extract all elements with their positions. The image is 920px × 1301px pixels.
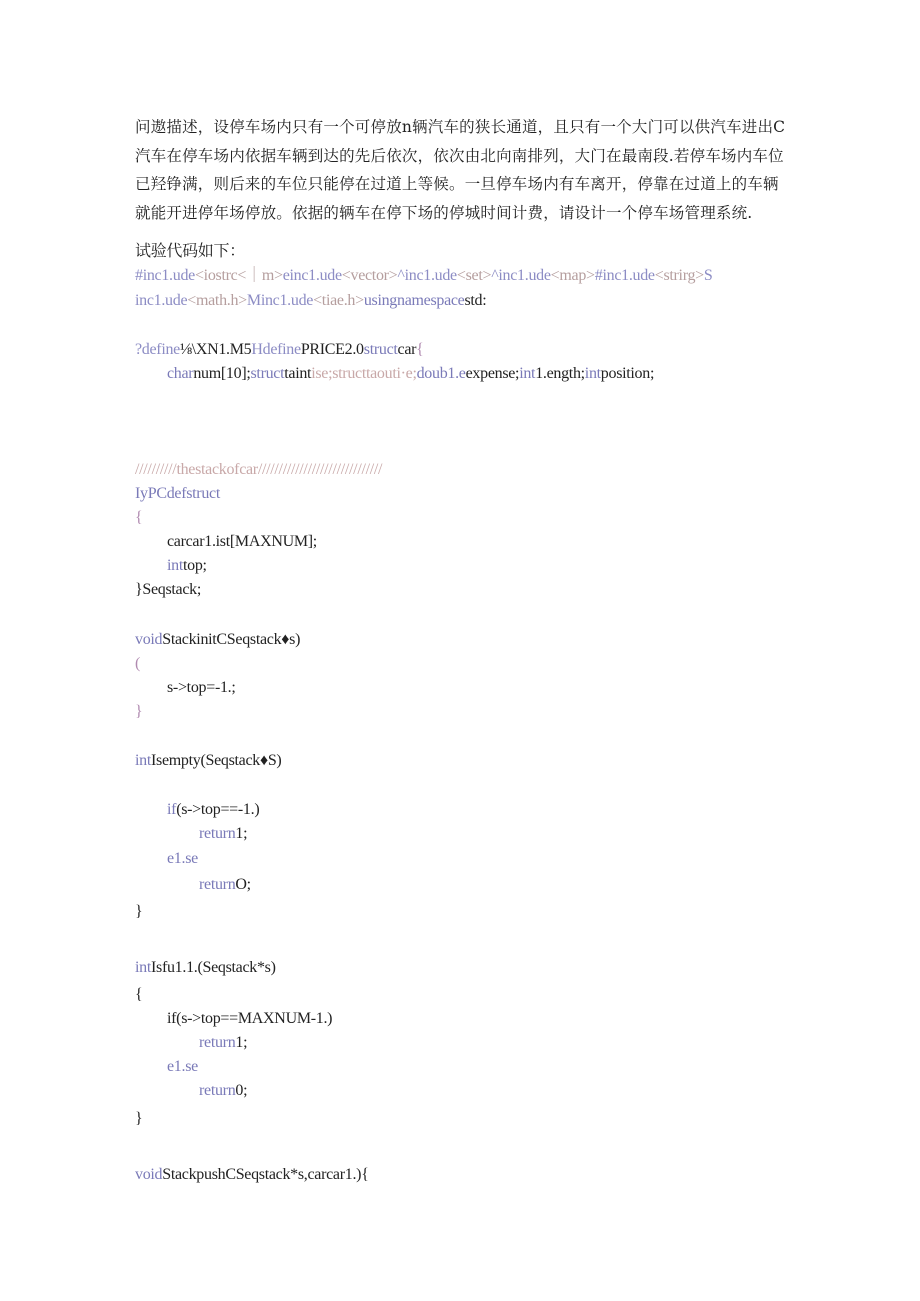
code-line-carlist: carcar1.ist[MAXNUM]; xyxy=(167,533,317,550)
code-line-brace-close: } xyxy=(135,903,143,920)
code-line-defines: ?define⅛\XN1.M5HdefinePRICE2.0structcar{ xyxy=(135,341,424,358)
code-line-brace-open: { xyxy=(135,509,143,526)
problem-description: 问遨描述，设停车场内只有一个可停放n辆汽车的狭长通道，且只有一个大门可以供汽车进出C汽车在停车场内依据车辆到达的先后依次，依次由北向南排列，大门在最南段.若停车场内车位已羟铮满，则后来的车位只能停在过道上等候。一旦停车场内有车离开，停靠在过道上的车辆就能开进停年场停放。依据的辆车在停下场的停城时间计费，请设计一个停车场管理系统. xyxy=(135,118,786,222)
code-line-top: inttop; xyxy=(167,557,207,574)
code-line-brace-close: } xyxy=(135,1110,143,1127)
code-line-struct-fields: charnum[10];structtaintise;structtaouti·e;doub1.eexpense;int1.ength;intposition; xyxy=(167,365,655,382)
code-line-seqstack-end: }Seqstack; xyxy=(135,581,202,598)
code-line-typedef: IyPCdefstruct xyxy=(135,485,220,502)
code-line-return-0: return0; xyxy=(199,1082,248,1099)
code-line-return-0: returnO; xyxy=(199,876,251,893)
code-line-else: e1.se xyxy=(167,850,198,867)
code-line-brace-open: ( xyxy=(135,655,141,672)
code-line-return-1: return1; xyxy=(199,825,248,842)
code-line-stackpush: voidStackpushCSeqstack*s,carcar1.){ xyxy=(135,1166,369,1183)
code-line-isfull: intIsfu1.1.(Seqstack*s) xyxy=(135,959,276,976)
code-line-top-init: s->top=-1.; xyxy=(167,679,236,696)
code-line-includes-2: inc1.ude<math.h>Minc1.ude<tiae.h>usingnamespacestd: xyxy=(135,292,487,309)
code-line-brace-close: } xyxy=(135,703,143,720)
code-line-if-full: if(s->top==MAXNUM-1.) xyxy=(167,1010,333,1027)
code-line-stackinit: voidStackinitCSeqstack♦s) xyxy=(135,631,301,648)
code-line-else: e1.se xyxy=(167,1058,198,1075)
code-line-if-empty: if(s->top==-1.) xyxy=(167,801,260,818)
code-heading: 试验代码如下： xyxy=(135,243,245,260)
code-line-isempty: intIsempty(Seqstack♦S) xyxy=(135,752,282,769)
code-line-includes-1: #inc1.ude<iostrc<｜m>einc1.ude<vector>^inc1.ude<set>^inc1.ude<map>#inc1.ude<strirg>S xyxy=(135,267,713,284)
code-line-brace-open: { xyxy=(135,986,143,1003)
code-comment-stack: //////////thestackofcar////////////////////////////// xyxy=(135,461,383,478)
code-line-return-1: return1; xyxy=(199,1034,248,1051)
